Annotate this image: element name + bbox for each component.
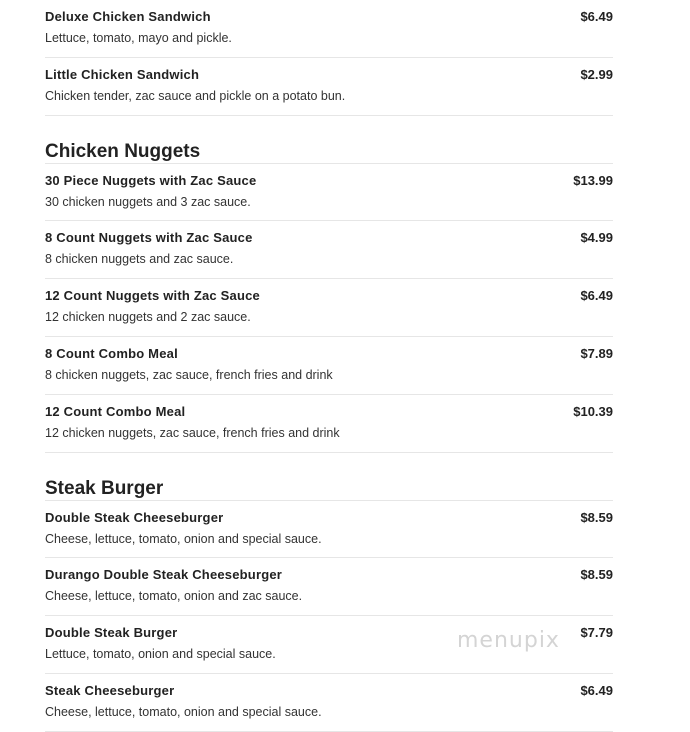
item-name: Double Steak Burger bbox=[45, 625, 178, 640]
menu-item[interactable] bbox=[45, 674, 613, 732]
item-price: $7.89 bbox=[580, 346, 613, 361]
menu-item[interactable] bbox=[45, 221, 613, 279]
item-name: 12 Count Nuggets with Zac Sauce bbox=[45, 288, 260, 303]
menu-item[interactable] bbox=[45, 337, 613, 395]
menu-item[interactable] bbox=[45, 279, 613, 337]
item-name: 30 Piece Nuggets with Zac Sauce bbox=[45, 173, 257, 188]
menu-item[interactable] bbox=[45, 500, 613, 558]
item-name: Double Steak Cheeseburger bbox=[45, 510, 224, 525]
item-price: $13.99 bbox=[573, 173, 613, 188]
item-price: $4.99 bbox=[580, 230, 613, 245]
menu-item[interactable] bbox=[45, 0, 613, 58]
section-chicken-nuggets bbox=[45, 116, 613, 453]
item-description: Cheese, lettuce, tomato, onion and special sauce. bbox=[45, 705, 322, 719]
item-description: Lettuce, tomato, onion and special sauce. bbox=[45, 647, 276, 661]
menu-item[interactable] bbox=[45, 163, 613, 221]
item-name: 8 Count Combo Meal bbox=[45, 346, 178, 361]
item-name: Little Chicken Sandwich bbox=[45, 67, 200, 82]
section-chicken-sandwiches bbox=[45, 0, 613, 116]
section-title: Chicken Nuggets bbox=[45, 141, 201, 162]
item-description: Chicken tender, zac sauce and pickle on a potato bun. bbox=[45, 89, 346, 103]
item-description: Cheese, lettuce, tomato, onion and special sauce. bbox=[45, 532, 322, 546]
item-description: Lettuce, tomato, mayo and pickle. bbox=[45, 31, 232, 45]
item-description: 8 chicken nuggets and zac sauce. bbox=[45, 252, 234, 266]
item-price: $7.79 bbox=[580, 625, 613, 640]
menu-item[interactable] bbox=[45, 558, 613, 616]
item-description: Cheese, lettuce, tomato, onion and zac sauce. bbox=[45, 589, 303, 603]
item-price: $8.59 bbox=[580, 510, 613, 525]
item-description: 12 chicken nuggets, zac sauce, french fries and drink bbox=[45, 426, 340, 440]
item-name: Steak Cheeseburger bbox=[45, 683, 175, 698]
menupix-watermark: menupix bbox=[457, 628, 560, 653]
section-title: Steak Burger bbox=[45, 478, 164, 499]
item-price: $10.39 bbox=[573, 404, 613, 419]
menu-item[interactable] bbox=[45, 395, 613, 453]
item-price: $2.99 bbox=[580, 67, 613, 82]
item-name: 12 Count Combo Meal bbox=[45, 404, 186, 419]
item-description: 30 chicken nuggets and 3 zac sauce. bbox=[45, 195, 251, 209]
item-price: $6.49 bbox=[580, 9, 613, 24]
section-steak-burger bbox=[45, 453, 613, 732]
item-description: 8 chicken nuggets, zac sauce, french fries and drink bbox=[45, 368, 333, 382]
item-description: 12 chicken nuggets and 2 zac sauce. bbox=[45, 310, 251, 324]
item-name: 8 Count Nuggets with Zac Sauce bbox=[45, 230, 253, 245]
item-price: $6.49 bbox=[580, 683, 613, 698]
item-price: $6.49 bbox=[580, 288, 613, 303]
item-price: $8.59 bbox=[580, 567, 613, 582]
item-name: Deluxe Chicken Sandwich bbox=[45, 9, 211, 24]
menu-list bbox=[45, 0, 613, 732]
item-name: Durango Double Steak Cheeseburger bbox=[45, 567, 283, 582]
menu-item[interactable] bbox=[45, 58, 613, 116]
